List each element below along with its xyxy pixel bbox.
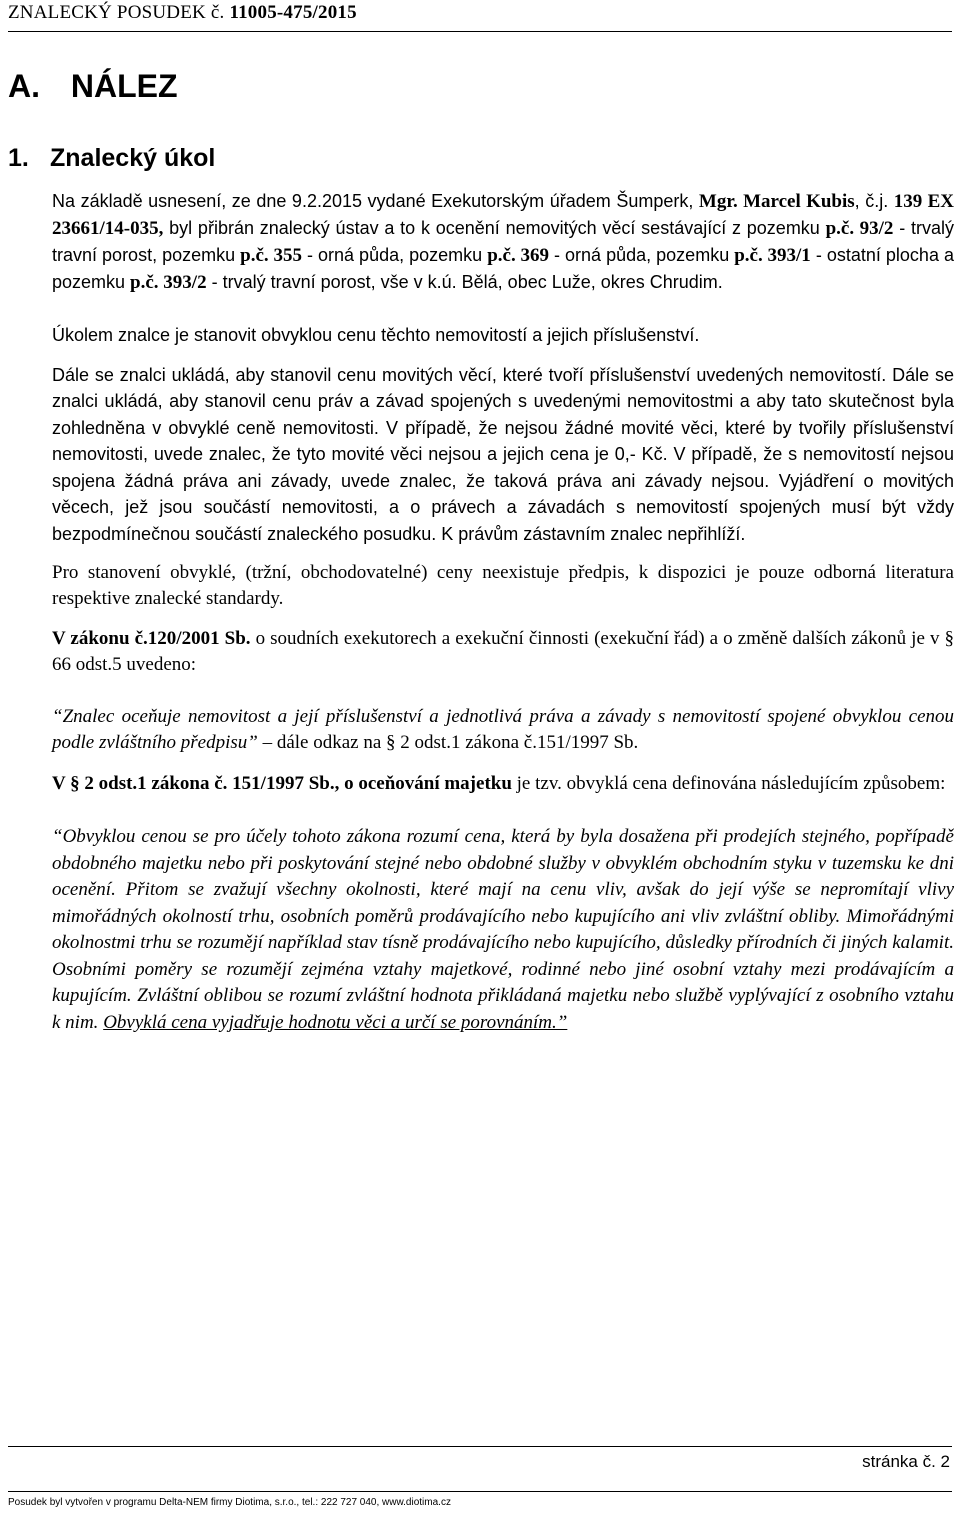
text-run: “Obvyklou cenou se pro účely tohoto zákona rozumí cena, která by byla dosažena při prodejích stejného, popřípadě obdobného majetku nebo při poskytování stejné nebo obdobné služby v obvyklém obchodním styku v tuzemsku ke dni ocenění. Přitom se zvažují všechny okolnosti, které mají na cenu vliv, avšak do její výše se nepromítají vlivy mimořádných okolností trhu, osobních poměrů prodávajícího nebo kupujícího ani vliv zvláštní obliby. Mimořádnými okolnostmi trhu se rozumějí například stav tísně prodávajícího nebo kupujícího, důsledky přírodních či jiných kalamit. Osobními poměry se rozumějí zejména vztahy majetkové, rodinné nebo jiné osobní vztahy mezi prodávajícím a kupujícím. Zvláštní oblibou se rozumí zvláštní hodnota přikládaná majetku nebo službě vyplývající z osobního vztahu k nim.: [52, 826, 954, 1033]
text-run: byl přibrán znalecký ústav a to k ocenění nemovitých věcí sestávající z pozemku: [163, 218, 826, 238]
bold-run: p.č. 393/2: [130, 272, 207, 293]
text-run: - trvalý travní porost, pozemku: [52, 218, 954, 265]
bold-run: V § 2 odst.1 zákona č. 151/1997 Sb., o oceňování majetku: [52, 772, 512, 794]
subsection-number: 1.: [8, 144, 29, 172]
header-rule: [8, 31, 952, 32]
bold-run: p.č. 355: [240, 245, 302, 266]
bold-run: p.č. 93/2: [825, 218, 894, 239]
paragraph-task: Úkolem znalce je stanovit obvyklou cenu těchto nemovitostí a jejich příslušenství.: [52, 325, 700, 345]
page-number: stránka č. 2: [862, 1452, 950, 1471]
paragraph-definition-intro: [52, 771, 954, 798]
text-run: - orná půda, pozemku: [548, 245, 735, 265]
text-run: Na základě usnesení, ze dne 9.2.2015 vydané Exekutorským úřadem Šumperk,: [52, 191, 699, 211]
paragraph-law-reference: [52, 626, 954, 679]
text-run: - orná půda, pozemku: [301, 245, 488, 265]
footer-rule: [8, 1446, 952, 1447]
bold-run: p.č. 393/1: [734, 245, 811, 266]
footer-note: Posudek byl vytvořen v programu Delta-NEM firmy Diotima, s.r.o., tel.: 222 727 040, www.diotima.cz: [8, 1497, 451, 1508]
text-run: je tzv. obvyklá cena definována následujícím způsobem:: [511, 772, 946, 794]
paragraph-movables: Dále se znalci ukládá, aby stanovil cenu movitých věcí, které tvoří příslušenství uvedených nemovitostí. Dále se znalci ukládá, aby stanovil cenu práv a závad spojených s uvedenými nemovitostmi a aby tato skutečnost byla zohledněna v obvyklé ceně nemovitosti. V případě, že nejsou žádné movité věci, které by tvořily příslušenství nemovitosti, uvede znalec, že tyto movité věci nejsou a jejich cena je 0,- Kč. V případě, že s nemovitostí nejsou spojena žádná práva ani závady, uvede znalec, že taková práva ani závady nejsou. Vyjádření o movitých věcech, jež jsou součástí nemovitosti, a o právech a závadách s nemovitostí spojených musí být vždy bezpodmínečnou součástí znaleckého posudku. K právům zástavním znalec nepřihlíží.: [52, 364, 954, 545]
italic-run: “Znalec oceňuje nemovitost a její příslušenství a jednotlivá práva a závady s nemovitostí spojené obvyklou cenou podle zvláštního předpisu”: [52, 705, 954, 754]
text-run: , č.j.: [854, 191, 894, 211]
header-number: 11005-475/2015: [229, 2, 357, 23]
paragraph-definition-quote: [52, 824, 954, 1036]
paragraph-no-regulation: Pro stanovení obvyklé, (tržní, obchodovatelné) ceny neexistuje předpis, k dispozici je pouze odborná literatura respektive znalecké standardy.: [52, 561, 954, 610]
text-run: - trvalý travní porost, vše v k.ú. Bělá, obec Luže, okres Chrudim.: [206, 272, 723, 292]
footer-rule-bottom: [8, 1491, 952, 1492]
text-run: - ostatní plocha a pozemku: [52, 245, 954, 292]
document-body: [52, 188, 954, 1036]
section-title: NÁLEZ: [70, 68, 178, 104]
bold-run: Mgr. Marcel Kubis: [698, 191, 855, 212]
header-prefix: ZNALECKÝ POSUDEK č.: [8, 2, 225, 23]
bold-run: 139 EX 23661/14-035,: [52, 191, 954, 239]
bold-run: V zákonu č.120/2001 Sb.: [52, 627, 251, 649]
subsection-title: Znalecký úkol: [50, 144, 216, 172]
text-run: – dále odkaz na § 2 odst.1 zákona č.151/1997 Sb.: [257, 732, 639, 754]
underlined-run: Obvyklá cena vyjadřuje hodnotu věci a určí se porovnáním.”: [103, 1011, 568, 1033]
text-run: o soudních exekutorech a exekuční činnosti (exekuční řád) a o změně dalších zákonů je v § 66 odst.5 uvedeno:: [52, 627, 955, 676]
section-letter: A.: [8, 68, 40, 104]
paragraph-assignment: [52, 188, 954, 296]
subsection-heading: [8, 144, 215, 173]
paragraph-quote-law: [52, 704, 954, 757]
bold-run: p.č. 369: [487, 245, 549, 266]
section-heading: [8, 68, 178, 105]
document-header: [8, 2, 357, 24]
